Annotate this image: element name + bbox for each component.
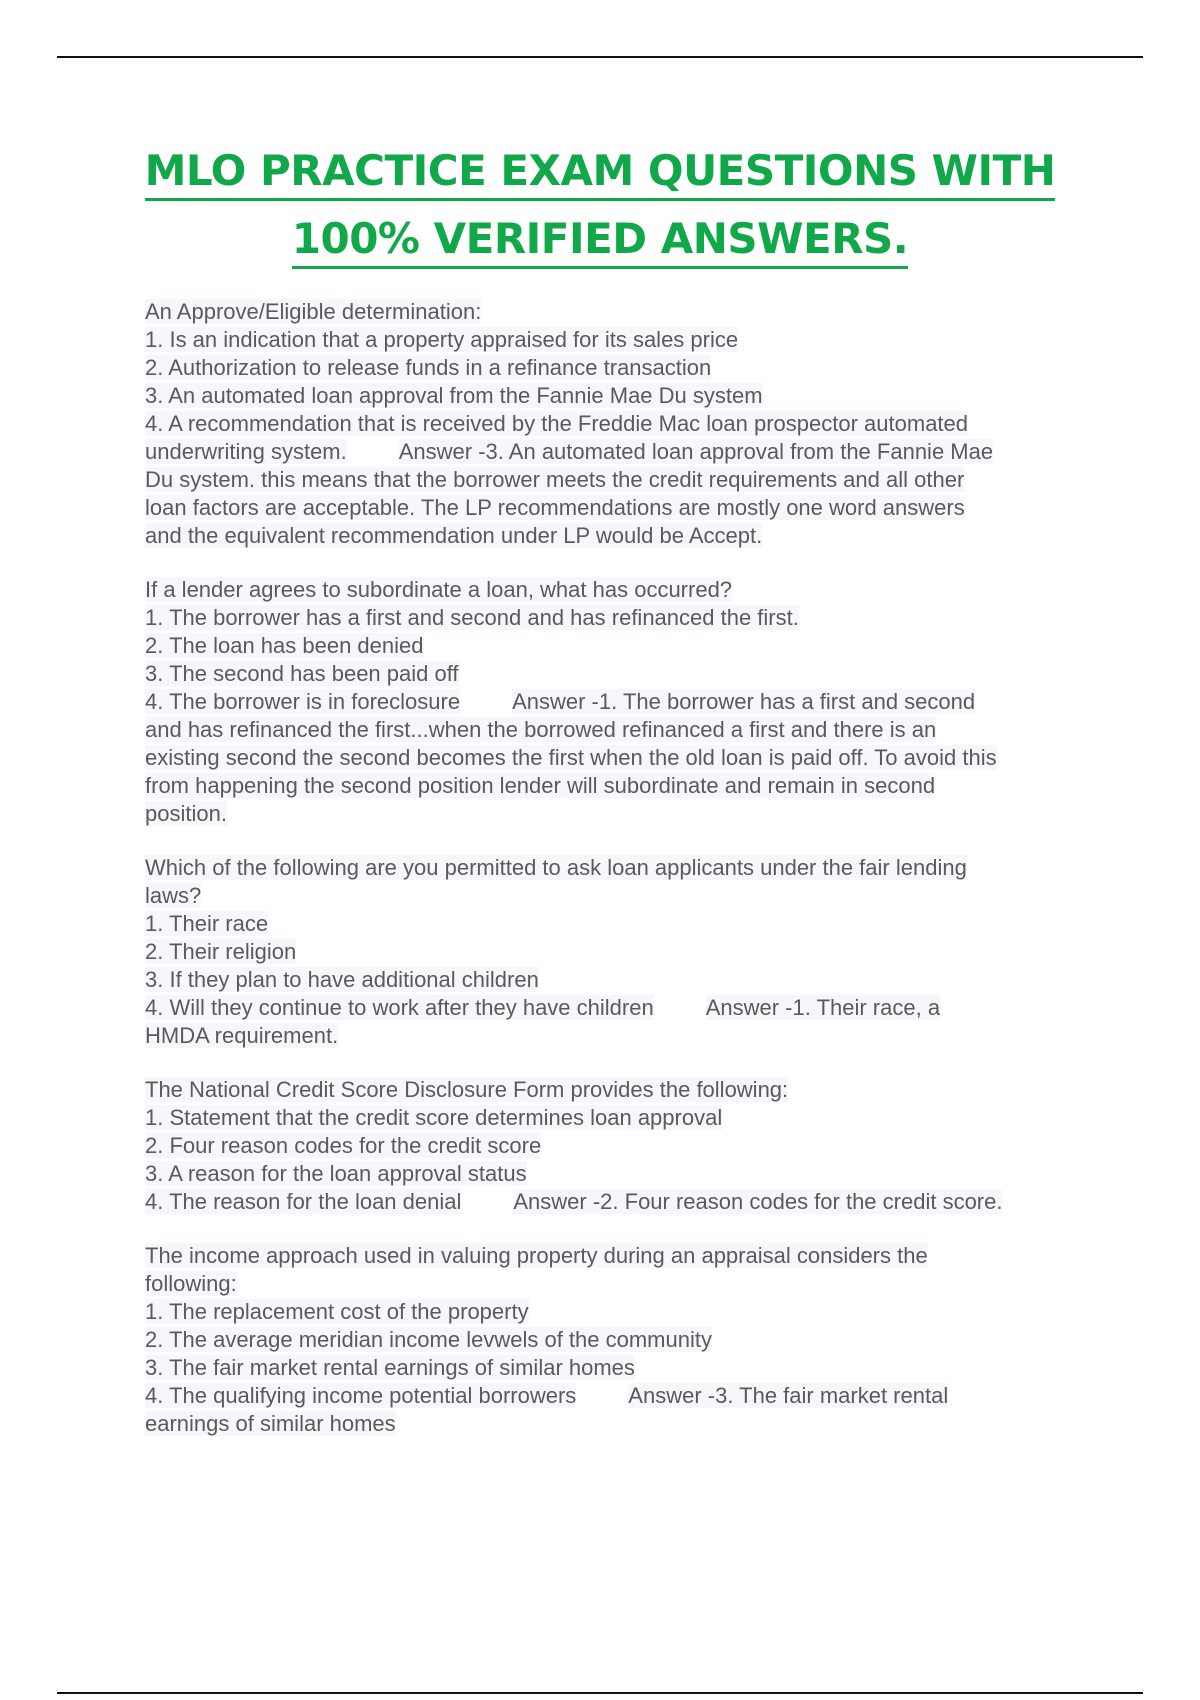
- answer-line: existing second the second becomes the first when the old loan is paid off. To avoid this: [145, 745, 997, 770]
- option-line: 2. Their religion: [145, 939, 297, 964]
- option-line: 3. The fair market rental earnings of similar homes: [145, 1355, 635, 1380]
- question-block: [145, 1076, 1095, 1216]
- answer-line: Du system. this means that the borrower meets the credit requirements and all other: [145, 467, 965, 492]
- title-line-2: 100% VERIFIED ANSWERS.: [292, 218, 909, 269]
- answer-line: and has refinanced the first...when the borrowed refinanced a first and there is an: [145, 717, 937, 742]
- option-line: 1. Statement that the credit score determines loan approval: [145, 1105, 723, 1130]
- question-text: The National Credit Score Disclosure Form provides the following:: [145, 1077, 789, 1102]
- option-line: 1. The borrower has a first and second and has refinanced the first.: [145, 605, 799, 630]
- question-block: [145, 854, 1095, 1050]
- question-text: An Approve/Eligible determination:: [145, 299, 482, 324]
- question-text: If a lender agrees to subordinate a loan, what has occurred?: [145, 577, 733, 602]
- answer-line: 4. The borrower is in foreclosure Answer -1. The borrower has a first and second: [145, 689, 976, 714]
- answer-line: 4. The qualifying income potential borrowers Answer -3. The fair market rental: [145, 1383, 949, 1408]
- answer-line: position.: [145, 801, 227, 826]
- bottom-rule: [57, 1692, 1143, 1694]
- option-line: 1. The replacement cost of the property: [145, 1299, 529, 1324]
- option-line: 1. Their race: [145, 911, 269, 936]
- question-text: following:: [145, 1271, 237, 1296]
- answer-text: Answer -3. The fair market rental: [628, 1383, 949, 1408]
- option-line: 3. An automated loan approval from the Fannie Mae Du system: [145, 383, 763, 408]
- answer-line: HMDA requirement.: [145, 1023, 339, 1048]
- option-line: 3. The second has been paid off: [145, 661, 459, 686]
- question-text: The income approach used in valuing property during an appraisal considers the: [145, 1243, 928, 1268]
- answer-text: Answer -1. The borrower has a first and second: [512, 689, 976, 714]
- answer-text: Answer -3. An automated loan approval from the Fannie Mae: [398, 439, 994, 464]
- question-block: [145, 576, 1095, 828]
- option-line: 3. If they plan to have additional children: [145, 967, 539, 992]
- question-text: Which of the following are you permitted to ask loan applicants under the fair lending: [145, 855, 967, 880]
- answer-line: 4. The reason for the loan denial Answer -2. Four reason codes for the credit score.: [145, 1189, 1003, 1214]
- top-rule: [57, 56, 1143, 58]
- answer-line: from happening the second position lender will subordinate and remain in second: [145, 773, 936, 798]
- option-line: 2. The loan has been denied: [145, 633, 424, 658]
- answer-line: underwriting system. Answer -3. An automated loan approval from the Fannie Mae: [145, 439, 994, 464]
- title-line-1: MLO PRACTICE EXAM QUESTIONS WITH: [145, 150, 1056, 201]
- answer-text: Answer -2. Four reason codes for the credit score.: [513, 1189, 1003, 1214]
- answer-line: and the equivalent recommendation under LP would be Accept.: [145, 523, 763, 548]
- option-line: 3. A reason for the loan approval status: [145, 1161, 527, 1186]
- answer-line: 4. Will they continue to work after they have children Answer -1. Their race, a: [145, 995, 941, 1020]
- question-list: [145, 298, 1095, 1464]
- option-line: 1. Is an indication that a property appraised for its sales price: [145, 327, 739, 352]
- answer-line: earnings of similar homes: [145, 1411, 396, 1436]
- question-block: [145, 1242, 1095, 1438]
- option-line: 2. Authorization to release funds in a refinance transaction: [145, 355, 712, 380]
- answer-line: loan factors are acceptable. The LP recommendations are mostly one word answers: [145, 495, 965, 520]
- answer-text: Answer -1. Their race, a: [705, 995, 941, 1020]
- document-title: [0, 146, 1200, 286]
- question-text: laws?: [145, 883, 202, 908]
- option-line: 2. The average meridian income levwels of the community: [145, 1327, 712, 1352]
- option-line: 4. A recommendation that is received by the Freddie Mac loan prospector automated: [145, 411, 969, 436]
- question-block: [145, 298, 1095, 550]
- option-line: 2. Four reason codes for the credit score: [145, 1133, 542, 1158]
